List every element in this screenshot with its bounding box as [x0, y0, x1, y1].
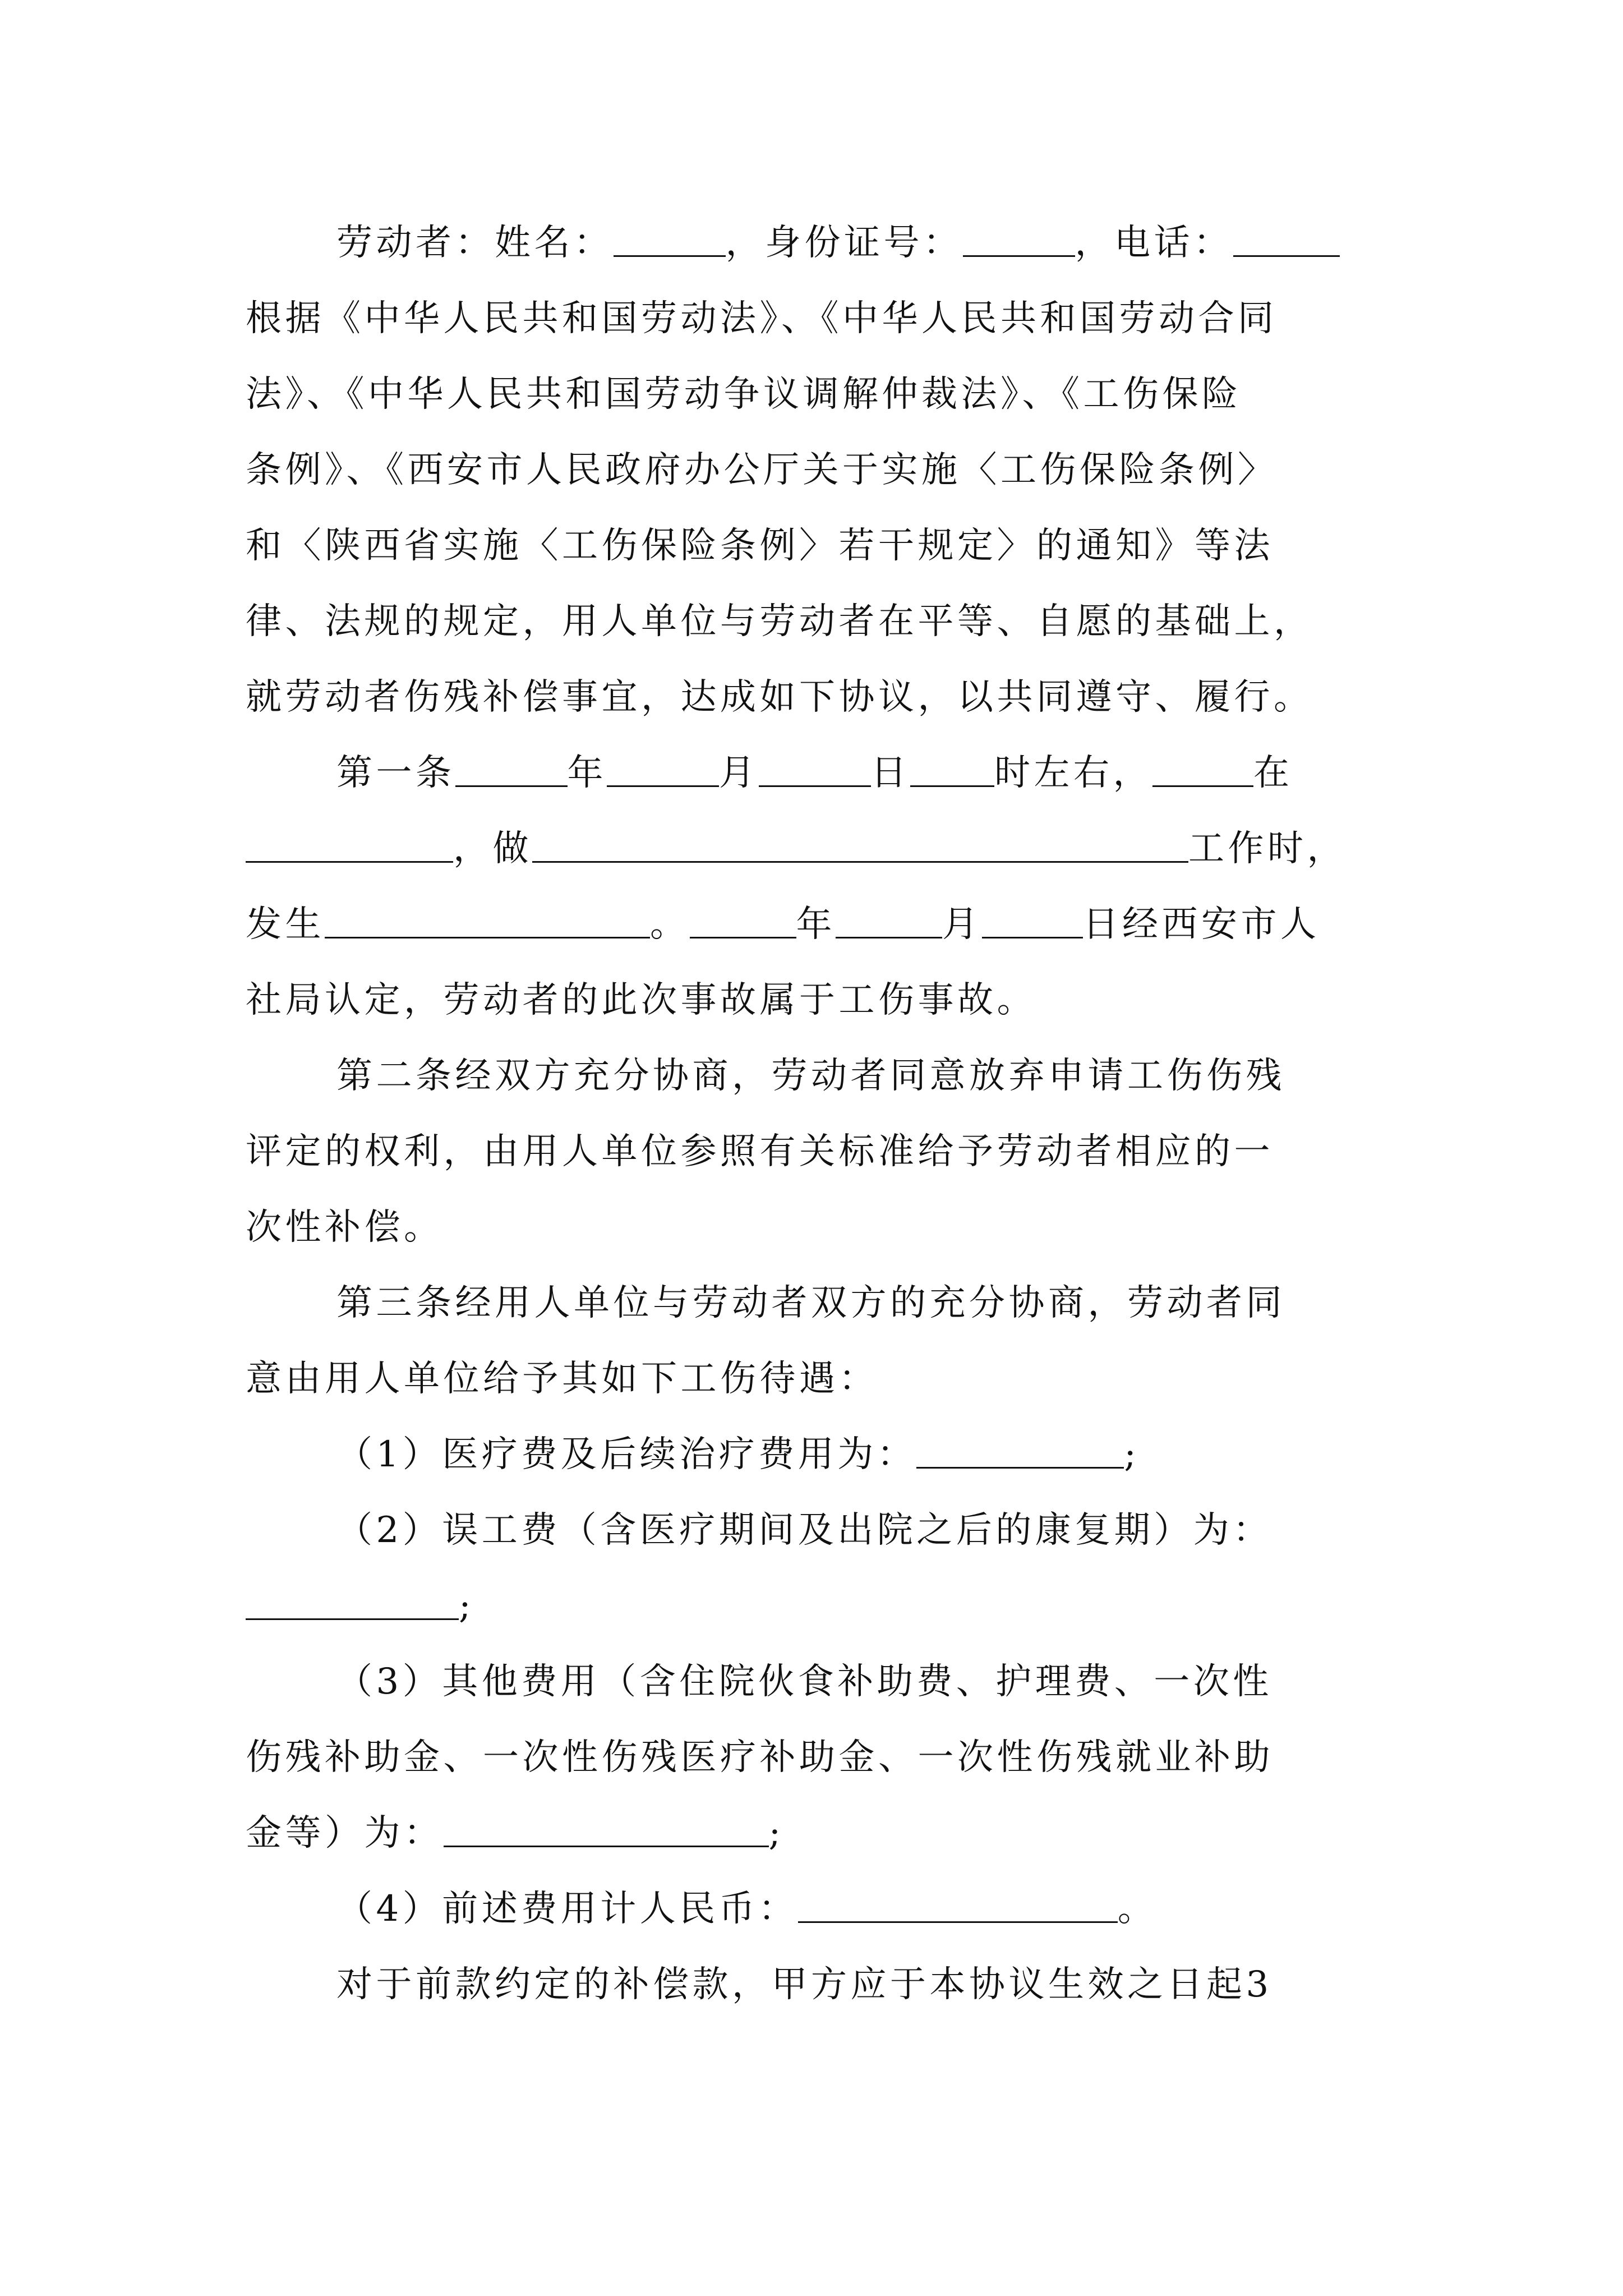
preamble-line-5: 律、法规的规定，用人单位与劳动者在平等、自愿的基础上，: [246, 601, 1313, 642]
period-label: 。: [650, 904, 690, 945]
doing-label: ，做: [453, 828, 532, 869]
preamble-line-6: 就劳动者伤残补偿事宜，达成如下协议，以共同遵守、履行。: [246, 677, 1313, 718]
item-4-line: [336, 1881, 1384, 1937]
certified-label: 日经西安市人: [1082, 904, 1320, 945]
semicolon: ;: [1124, 1434, 1140, 1475]
article-3-line-2: 意由用人单位给予其如下工伤待遇：: [246, 1358, 878, 1400]
lost-wages-blank: [246, 1585, 459, 1620]
article-1-line-4: 社局认定，劳动者的此次事故属于工伤事故。: [246, 979, 1036, 1021]
article-1-line-1: [336, 745, 1384, 801]
person-blank: [1152, 752, 1253, 787]
article-2-line-2: 评定的权利，由用人单位参照有关标准给予劳动者相应的一: [246, 1131, 1274, 1172]
month-blank: [607, 752, 719, 787]
phone-label: ，电话：: [1075, 222, 1233, 264]
other-fee-blank: [444, 1812, 769, 1847]
preamble-line-3: 条例》、《西安市人民政府办公厅关于实施〈工伤保险条例〉: [246, 449, 1278, 491]
year-blank: [455, 752, 568, 787]
id-number-label: ，身份证号：: [725, 222, 963, 264]
total-label: （4）前述费用计人民币：: [336, 1888, 798, 1930]
item-3-line-3: [246, 1805, 1384, 1861]
incident-blank: [325, 903, 650, 938]
semicolon: ;: [768, 1812, 785, 1854]
day-label: 日: [870, 752, 910, 794]
at-label: 在: [1253, 752, 1293, 794]
medical-fee-label: （1）医疗费及后续治疗费用为：: [336, 1434, 917, 1475]
worker-info-line: [336, 215, 1384, 271]
hour-blank: [910, 752, 994, 787]
month-label: 月: [719, 752, 759, 794]
total-blank: [798, 1888, 1118, 1923]
item-2-line: （2）误工费（含医疗期间及出院之后的康复期）为：: [336, 1510, 1272, 1551]
item-1-line: [336, 1427, 1384, 1483]
article-3-line-1: 第三条经用人单位与劳动者双方的充分协商，劳动者同: [336, 1282, 1285, 1324]
phone-blank: [1233, 222, 1340, 257]
working-label: 工作时，: [1188, 828, 1347, 869]
location-blank: [246, 827, 453, 863]
article-2-line-1: 第二条经双方充分协商，劳动者同意放弃申请工伤伤残: [336, 1055, 1285, 1097]
month-blank-2: [836, 903, 942, 938]
period: 。: [1117, 1888, 1158, 1930]
item-2-blank-line: [246, 1578, 1384, 1634]
year-label-2: 年: [796, 904, 836, 945]
id-number-blank: [963, 222, 1075, 257]
item-3-line-2: 伤残补助金、一次性伤残医疗补助金、一次性伤残就业补助: [246, 1737, 1274, 1778]
medical-fee-blank: [916, 1433, 1124, 1469]
semicolon: ;: [459, 1585, 475, 1627]
item-3-line-1: （3）其他费用（含住院伙食补助费、护理费、一次性: [336, 1661, 1272, 1703]
article-1-line-2: [246, 821, 1384, 877]
year-blank-2: [690, 903, 796, 938]
hour-label: 时左右，: [994, 752, 1152, 794]
preamble-line-2: 法》、《中华人民共和国劳动争议调解仲裁法》、《工伤保险: [246, 374, 1242, 415]
work-blank: [532, 827, 1188, 863]
occurred-label: 发生: [246, 904, 325, 945]
preamble-line-4: 和〈陕西省实施〈工伤保险条例〉若干规定〉的通知》等法: [246, 525, 1274, 567]
day-blank: [759, 752, 871, 787]
day-blank-2: [982, 903, 1083, 938]
name-blank: [614, 222, 726, 257]
preamble-line-1: 根据《中华人民共和国劳动法》、《中华人民共和国劳动合同: [246, 298, 1278, 339]
payment-clause-line: 对于前款约定的补偿款，甲方应于本协议生效之日起3: [336, 1964, 1272, 2005]
month-label-2: 月: [942, 904, 982, 945]
worker-name-label: 劳动者：姓名：: [336, 222, 614, 264]
other-fee-label: 金等）为：: [246, 1812, 444, 1854]
article-2-line-3: 次性补偿。: [246, 1207, 444, 1248]
year-label: 年: [567, 752, 607, 794]
article-1-line-3: [246, 896, 1384, 953]
article-1-label: 第一条: [336, 752, 455, 794]
